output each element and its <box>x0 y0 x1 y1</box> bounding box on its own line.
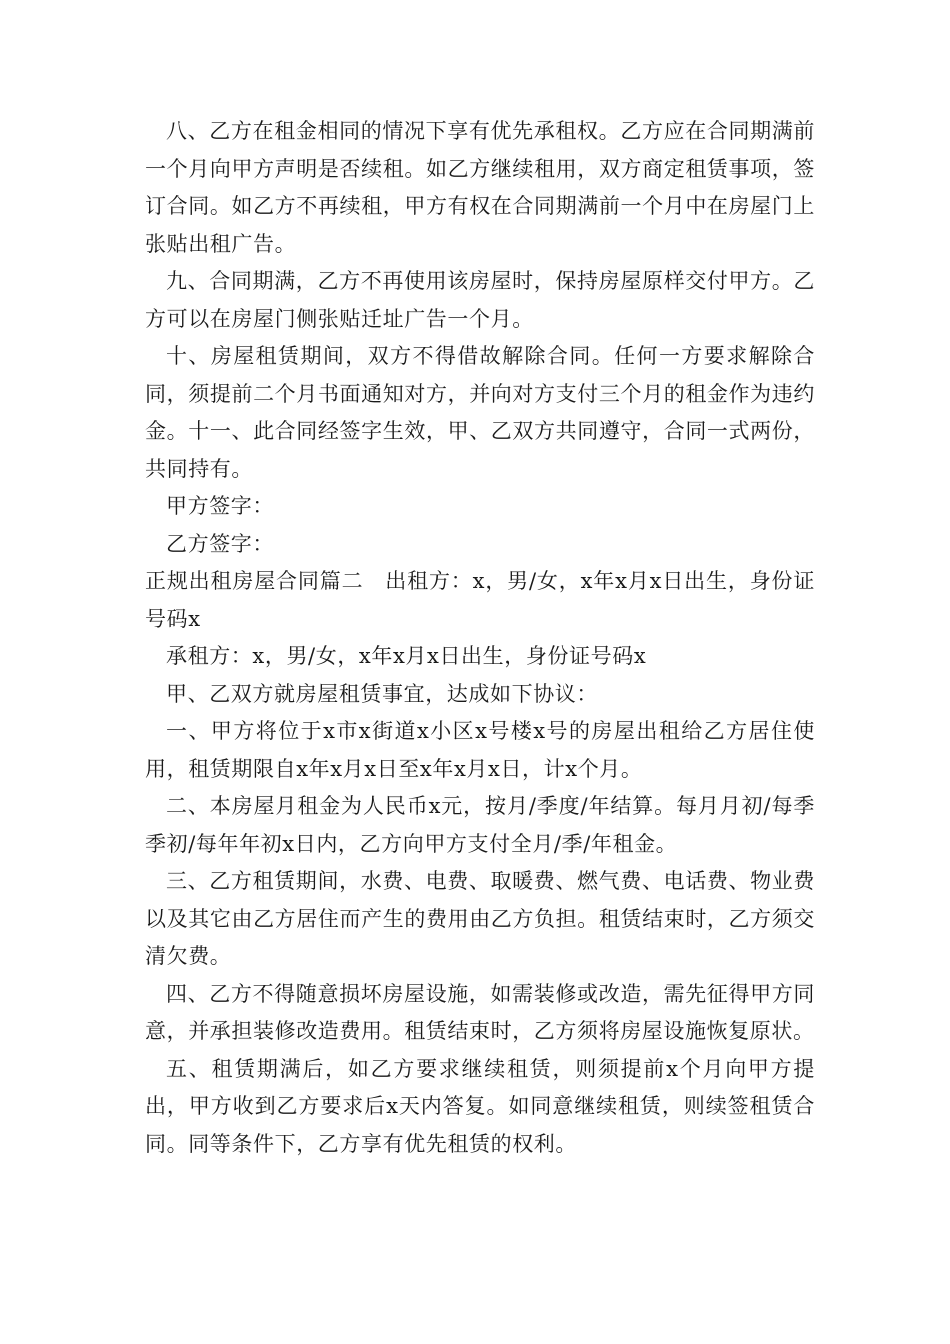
agreement-intro: 甲、乙双方就房屋租赁事宜，达成如下协议： <box>166 681 598 706</box>
clause-9: 九、合同期满，乙方不再使用该房屋时，保持房屋原样交付甲方。乙方可以在房屋门侧张贴迁址广告一个月。 <box>145 269 815 331</box>
clause-10-11: 十、房屋租赁期间，双方不得借故解除合同。任何一方要求解除合同，须提前二个月书面通知对方，并向对方支付三个月的租金作为违约金。十一、此合同经签字生效，甲、乙双方共同遵守，合同一式两份，共同持有。 <box>145 344 815 481</box>
document-body <box>145 113 815 1163</box>
clause-5: 五、租赁期满后，如乙方要求继续租赁，则须提前x个月向甲方提出，甲方收到乙方要求后x天内答复。如同意继续租赁，则续签租赁合同。同等条件下，乙方享有优先租赁的权利。 <box>145 1056 815 1156</box>
contract-two-title-lessor: 正规出租房屋合同篇二 出租方：x，男/女，x年x月x日出生，身份证号码x <box>145 569 815 631</box>
party-a-signature: 甲方签字： <box>166 494 274 518</box>
party-b-signature: 乙方签字： <box>166 531 274 556</box>
clause-3: 三、乙方租赁期间，水费、电费、取暖费、燃气费、电话费、物业费以及其它由乙方居住而产生的费用由乙方负担。租赁结束时，乙方须交清欠费。 <box>145 869 815 968</box>
clause-8: 八、乙方在租金相同的情况下享有优先承租权。乙方应在合同期满前一个月向甲方声明是否续租。如乙方继续租用，双方商定租赁事项，签订合同。如乙方不再续租，甲方有权在合同期满前一个月中在房屋门上张贴出租广告。 <box>145 119 815 256</box>
clause-1: 一、甲方将位于x市x街道x小区x号楼x号的房屋出租给乙方居住使用，租赁期限自x年x月x日至x年x月x日，计x个月。 <box>145 719 815 781</box>
lessee-info: 承租方：x，男/女，x年x月x日出生，身份证号码x <box>166 644 647 668</box>
clause-4: 四、乙方不得随意损坏房屋设施，如需装修或改造，需先征得甲方同意，并承担装修改造费用。租赁结束时，乙方须将房屋设施恢复原状。 <box>145 981 815 1043</box>
clause-2: 二、本房屋月租金为人民币x元，按月/季度/年结算。每月月初/每季季初/每年年初x日内，乙方向甲方支付全月/季/年租金。 <box>145 794 815 856</box>
